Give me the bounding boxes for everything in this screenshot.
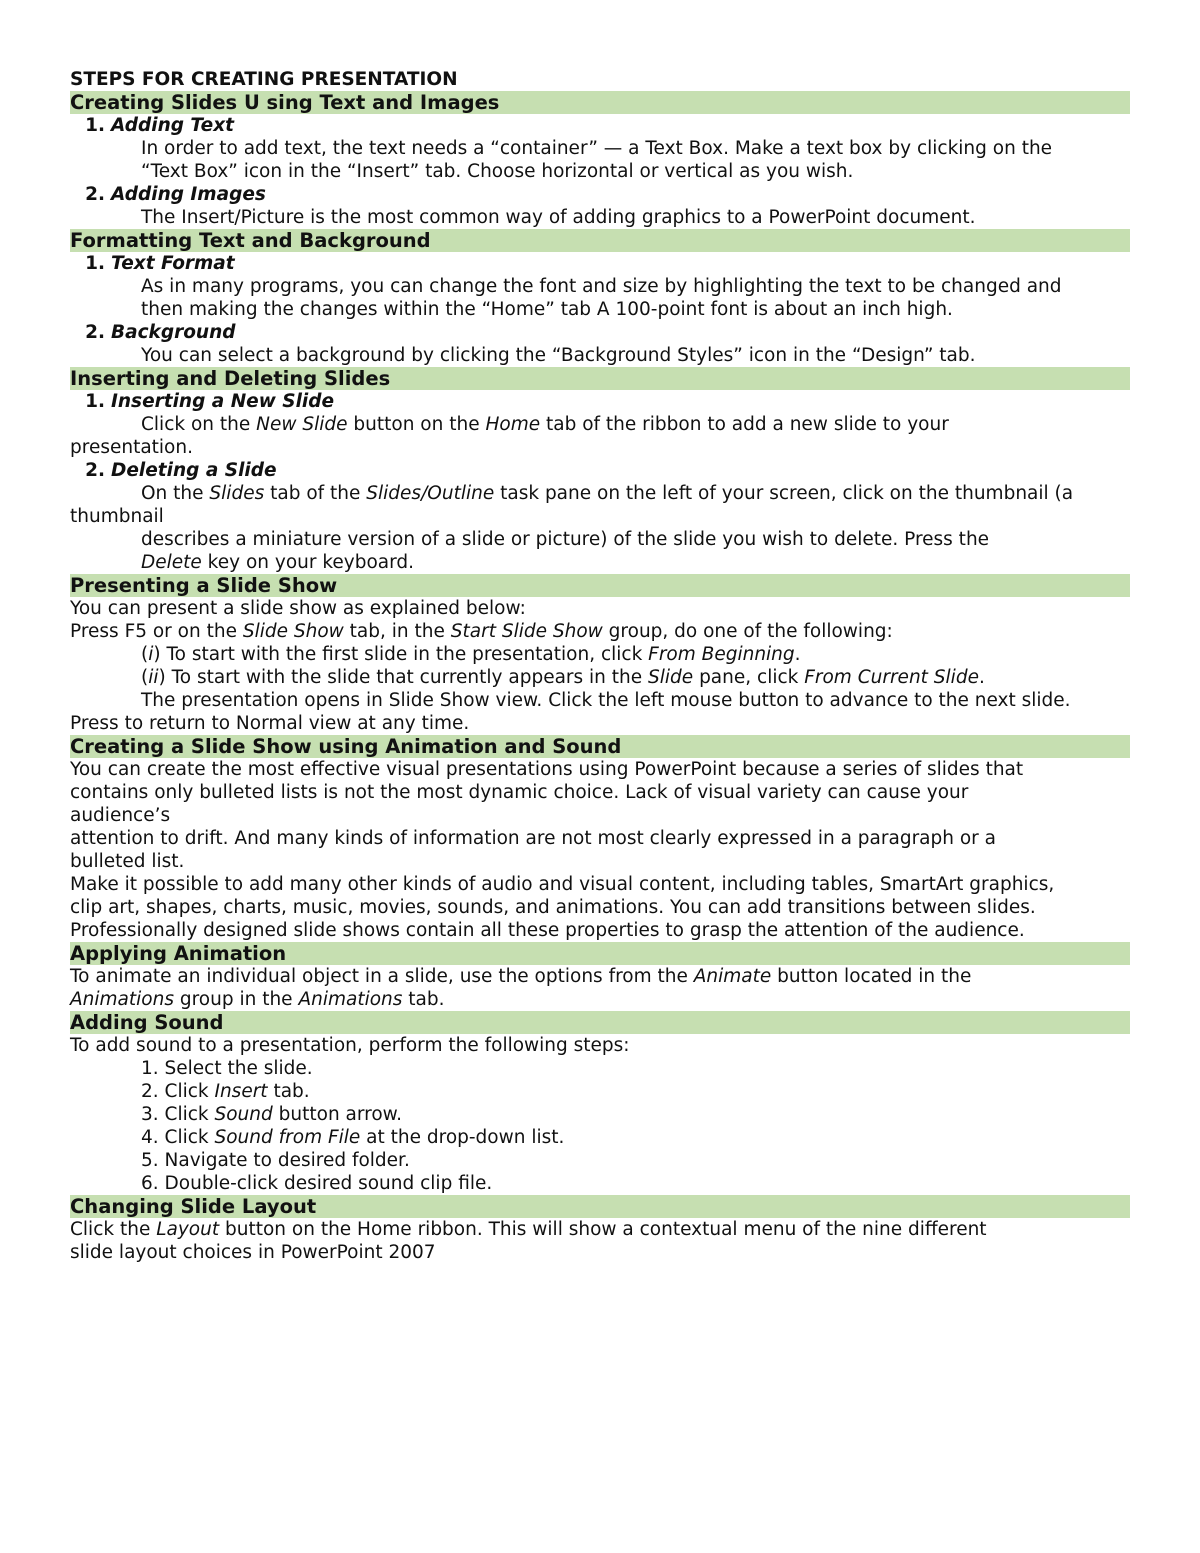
section-heading-slide-layout: Changing Slide Layout bbox=[70, 1195, 1130, 1218]
paragraph-line: Press to return to Normal view at any time. bbox=[70, 713, 470, 734]
paragraph-line: You can present a slide show as explained below: bbox=[70, 598, 526, 619]
paragraph-line: As in many programs, you can change the font and size by highlighting the text to be changed and bbox=[141, 276, 1062, 297]
paragraph-line: presentation. bbox=[70, 437, 193, 458]
subheading-deleting-slide bbox=[70, 459, 1130, 482]
paragraph-line: audience’s bbox=[70, 805, 171, 826]
paragraph-line: slide layout choices in PowerPoint 2007 bbox=[70, 1242, 436, 1263]
paragraph-line: attention to drift. And many kinds of information are not most clearly expressed in a paragraph or a bbox=[70, 828, 997, 849]
paragraph-line: To add sound to a presentation, perform the following steps: bbox=[70, 1035, 630, 1056]
list-number: 2. bbox=[85, 322, 105, 343]
section-heading-presenting: Presenting a Slide Show bbox=[70, 574, 1130, 597]
subheading-label: Adding Images bbox=[111, 184, 266, 205]
list-number: 1. bbox=[85, 391, 105, 412]
paragraph-line: The presentation opens in Slide Show view. Click the left mouse button to advance to the next slide. bbox=[141, 690, 1071, 711]
section-heading-creating-slides: Creating Slides U sing Text and Images bbox=[70, 91, 1130, 114]
paragraph-line: thumbnail bbox=[70, 506, 164, 527]
paragraph-line: Delete key on your keyboard. bbox=[141, 552, 415, 573]
document-title: STEPS FOR CREATING PRESENTATION bbox=[70, 69, 458, 90]
subheading-adding-text bbox=[70, 114, 1130, 137]
list-item: 2. Click Insert tab. bbox=[141, 1081, 310, 1102]
paragraph-line: In order to add text, the text needs a “container” — a Text Box. Make a text box by clicking on the bbox=[141, 138, 1053, 159]
paragraph-line: To animate an individual object in a slide, use the options from the Animate button located in the bbox=[70, 966, 972, 987]
subheading-label: Background bbox=[111, 322, 236, 343]
paragraph-line: Make it possible to add many other kinds of audio and visual content, including tables, SmartArt graphics, bbox=[70, 874, 1055, 895]
paragraph-line: describes a miniature version of a slide or picture) of the slide you wish to delete. Press the bbox=[141, 529, 990, 550]
paragraph-line: contains only bulleted lists is not the most dynamic choice. Lack of visual variety can cause your bbox=[70, 782, 969, 803]
paragraph-line: (ii) To start with the slide that currently appears in the Slide pane, click From Current Slide. bbox=[141, 667, 985, 688]
section-heading-applying-animation: Applying Animation bbox=[70, 942, 1130, 965]
list-number: 2. bbox=[85, 460, 105, 481]
subheading-adding-images bbox=[70, 183, 1130, 206]
subheading-background bbox=[70, 321, 1130, 344]
document-page bbox=[70, 68, 1130, 1264]
subheading-label: Adding Text bbox=[111, 115, 234, 136]
paragraph-line: bulleted list. bbox=[70, 851, 185, 872]
paragraph-line: Click the Layout button on the Home ribbon. This will show a contextual menu of the nine different bbox=[70, 1219, 987, 1240]
paragraph-line: “Text Box” icon in the “Insert” tab. Choose horizontal or vertical as you wish. bbox=[141, 161, 854, 182]
paragraph-line: The Insert/Picture is the most common way of adding graphics to a PowerPoint document. bbox=[141, 207, 976, 228]
subheading-label: Deleting a Slide bbox=[111, 460, 277, 481]
paragraph-line: Animations group in the Animations tab. bbox=[70, 989, 445, 1010]
paragraph-line: clip art, shapes, charts, music, movies, sounds, and animations. You can add transitions between slides. bbox=[70, 897, 1036, 918]
section-heading-formatting: Formatting Text and Background bbox=[70, 229, 1130, 252]
list-item: 1. Select the slide. bbox=[141, 1058, 313, 1079]
paragraph-line: You can create the most effective visual presentations using PowerPoint because a series of slides that bbox=[70, 759, 1024, 780]
list-number: 2. bbox=[85, 184, 105, 205]
list-number: 1. bbox=[85, 253, 105, 274]
paragraph-line: Click on the New Slide button on the Home tab of the ribbon to add a new slide to your bbox=[141, 414, 949, 435]
paragraph-line: Press F5 or on the Slide Show tab, in the Start Slide Show group, do one of the following: bbox=[70, 621, 893, 642]
paragraph-line: (i) To start with the first slide in the presentation, click From Beginning. bbox=[141, 644, 801, 665]
list-item: 6. Double-click desired sound clip file. bbox=[141, 1173, 493, 1194]
list-item: 3. Click Sound button arrow. bbox=[141, 1104, 402, 1125]
paragraph-line: On the Slides tab of the Slides/Outline task pane on the left of your screen, click on the thumbnail (a bbox=[141, 483, 1074, 504]
paragraph-line: Professionally designed slide shows contain all these properties to grasp the attention of the audience. bbox=[70, 920, 1025, 941]
subheading-text-format bbox=[70, 252, 1130, 275]
section-heading-inserting-deleting: Inserting and Deleting Slides bbox=[70, 367, 1130, 390]
subheading-label: Text Format bbox=[111, 253, 235, 274]
paragraph-line: You can select a background by clicking the “Background Styles” icon in the “Design” tab. bbox=[141, 345, 976, 366]
paragraph-line: then making the changes within the “Home” tab A 100-point font is about an inch high. bbox=[141, 299, 953, 320]
subheading-label: Inserting a New Slide bbox=[111, 391, 335, 412]
section-heading-adding-sound: Adding Sound bbox=[70, 1011, 1130, 1034]
list-item: 5. Navigate to desired folder. bbox=[141, 1150, 410, 1171]
subheading-inserting-slide bbox=[70, 390, 1130, 413]
list-number: 1. bbox=[85, 115, 105, 136]
section-heading-animation-sound: Creating a Slide Show using Animation and Sound bbox=[70, 735, 1130, 758]
list-item: 4. Click Sound from File at the drop-down list. bbox=[141, 1127, 565, 1148]
